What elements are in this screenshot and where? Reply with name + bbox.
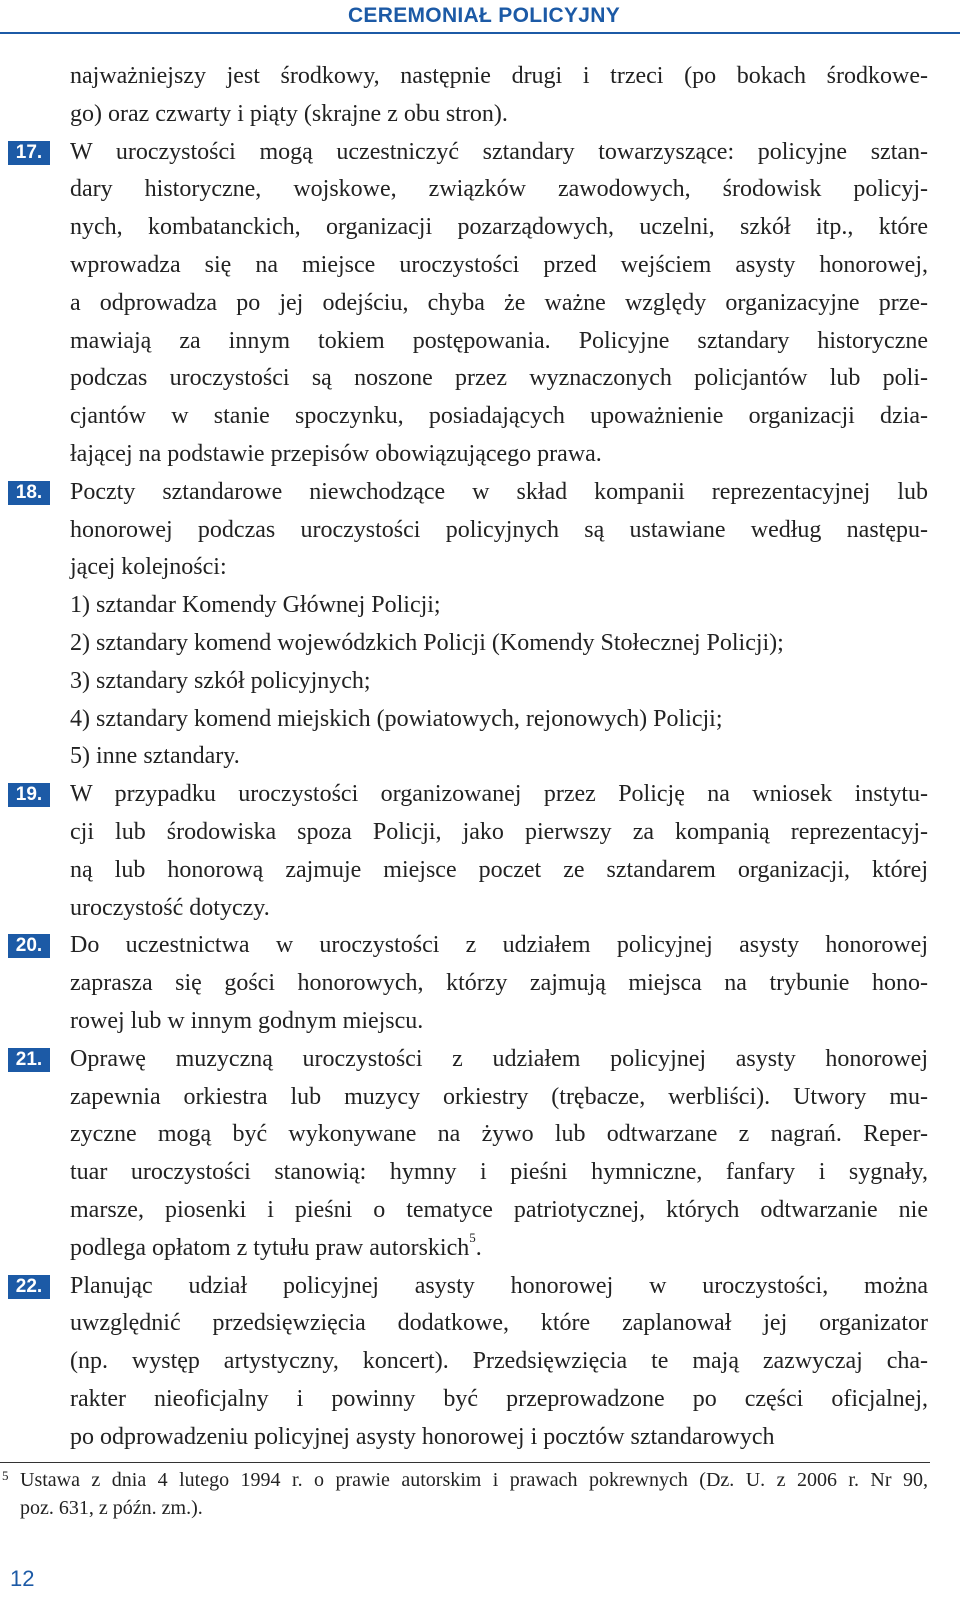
line-text: dary historyczne, wojskowe, związków zawodowych, środowisk policyj- (70, 176, 928, 203)
text-line (70, 436, 928, 474)
line-text: nych, kombatanckich, organizacji pozarządowych, uczelni, szkół itp., które (70, 214, 928, 241)
text-line (70, 360, 928, 398)
paragraph-number-badge: 20. (8, 934, 50, 958)
line-text: Do uczestnictwa w uroczystości z udziałem policyjnej asysty honorowej (70, 932, 928, 959)
line-text: najważniejszy jest środkowy, następnie drugi i trzeci (po bokach środkowe- (70, 63, 928, 89)
line-text: wprowadza się na miejsce uroczystości przed wejściem asysty honorowej, (70, 251, 928, 278)
line-text: rakter nieoficjalny i powinny być przeprowadzone po części oficjalnej, (70, 1385, 928, 1412)
paragraph (0, 776, 960, 927)
line-text: 1) sztandar Komendy Głównej Policji; (70, 592, 441, 619)
paragraph (0, 474, 960, 776)
text-line (70, 1116, 928, 1154)
text-line (70, 96, 928, 134)
text-line (70, 285, 928, 323)
text-line (70, 927, 928, 965)
paragraph (0, 1041, 960, 1268)
text-line (70, 1154, 928, 1192)
line-text: uwzględnić przedsięwzięcia dodatkowe, które zaplanował jej organizator (70, 1310, 928, 1337)
text-line (70, 890, 928, 928)
line-text: 5) inne sztandary. (70, 743, 240, 770)
page-number: 12 (10, 1566, 35, 1591)
text-line (70, 1419, 928, 1457)
text-line (70, 549, 928, 587)
footnote (0, 1466, 940, 1522)
line-text: zapewnia orkiestra lub muzycy orkiestry (trębacze, werbliści). Utwory mu- (70, 1083, 928, 1110)
paragraph (0, 134, 960, 474)
line-text: po odprowadzeniu policyjnej asysty honorowej i pocztów sztandarowych (70, 1423, 775, 1450)
text-line (70, 776, 928, 814)
list-item (70, 738, 928, 776)
line-text: rowej lub w innym godnym miejscu. (70, 1007, 424, 1034)
line-text: W uroczystości mogą uczestniczyć sztandary towarzyszące: policyjne sztan- (70, 138, 928, 165)
text-line (70, 1268, 928, 1306)
text-line (70, 1192, 928, 1230)
line-text: ną lub honorową zajmuje miejsce poczet ze sztandarem organizacji, której (70, 856, 928, 883)
line-text: 3) sztandary szkół policyjnych; (70, 667, 371, 694)
list-item (70, 663, 928, 701)
text-line (70, 247, 928, 285)
line-text: W przypadku uroczystości organizowanej przez Policję na wniosek instytu- (70, 781, 928, 808)
line-text: a odprowadza po jej odejściu, chyba że ważne względy organizacyjne prze- (70, 289, 928, 316)
line-text: Poczty sztandarowe niewchodzące w skład kompanii reprezentacyjnej lub (70, 478, 928, 505)
text-line (70, 1079, 928, 1117)
paragraph (0, 1268, 960, 1457)
list-item (70, 701, 928, 739)
line-text: (np. występ artystyczny, koncert). Przedsięwzięcia te mają zazwyczaj cha- (70, 1348, 928, 1375)
running-header-title: CEREMONIAŁ POLICYJNY (347, 4, 620, 27)
footnote-reference: 5 (469, 1229, 476, 1245)
line-text: mawiają za innym tokiem postępowania. Policyjne sztandary historyczne (70, 327, 928, 354)
line-text: łającej na podstawie przepisów obowiązującego prawa. (70, 440, 602, 467)
line-text: marsze, piosenki i pieśni o tematyce patriotycznej, których odtwarzanie nie (70, 1196, 928, 1223)
line-text: go) oraz czwarty i piąty (skrajne z obu stron). (70, 100, 508, 127)
paragraph-number-badge: 18. (8, 481, 50, 505)
line-text: podlega opłatom z tytułu praw autorskich (70, 1234, 470, 1261)
paragraph (0, 927, 960, 1040)
line-text-end: . (475, 1234, 482, 1261)
text-line (70, 1305, 928, 1343)
line-text: 2) sztandary komend wojewódzkich Policji (Komendy Stołecznej Policji); (70, 629, 784, 656)
list-item (70, 587, 928, 625)
text-line (70, 1003, 928, 1041)
line-text: 4) sztandary komend miejskich (powiatowych, rejonowych) Policji; (70, 705, 723, 732)
line-text: Planując udział policyjnej asysty honorowej w uroczystości, można (70, 1272, 928, 1299)
text-line (70, 852, 928, 890)
line-text: tuar uroczystości stanowią: hymny i pieśni hymniczne, fanfary i sygnały, (70, 1159, 928, 1186)
line-text: Oprawę muzyczną uroczystości z udziałem policyjnej asysty honorowej (70, 1045, 928, 1072)
line-text: zyczne mogą być wykonywane na żywo lub odtwarzane z nagrań. Reper- (70, 1121, 928, 1148)
paragraph-number-badge: 22. (8, 1275, 50, 1299)
line-text: cjantów w stanie spoczynku, posiadających upoważnienie organizacji dzia- (70, 403, 928, 430)
text-line (70, 1381, 928, 1419)
main-text (0, 58, 960, 1456)
text-line (70, 134, 928, 172)
text-line (70, 171, 928, 209)
text-line (70, 1343, 928, 1381)
line-text: uroczystość dotyczy. (70, 894, 270, 921)
header-rule (0, 32, 960, 34)
line-text: podczas uroczystości są noszone przez wyznaczonych policjantów lub poli- (70, 365, 928, 392)
footnote-line: poz. 631, z późn. zm.). (20, 1497, 203, 1519)
text-line (70, 474, 928, 512)
list-item (70, 625, 928, 663)
footnote-marker: 5 (2, 1468, 9, 1483)
text-line (70, 1230, 928, 1268)
text-line (70, 1041, 928, 1079)
paragraph-number-badge: 21. (8, 1048, 50, 1072)
text-line (70, 58, 928, 96)
line-text: cji lub środowiska spoza Policji, jako pierwszy za kompanią reprezentacyj- (70, 818, 928, 845)
paragraph-number-badge: 19. (8, 783, 50, 807)
text-line (70, 814, 928, 852)
text-line (70, 398, 928, 436)
line-text: jącej kolejności: (70, 554, 227, 581)
footnote-line: Ustawa z dnia 4 lutego 1994 r. o prawie autorskim i prawach pokrewnych (Dz. U. z 2006 r. Nr 90, (20, 1469, 928, 1491)
line-text: zaprasza się gości honorowych, którzy zajmują miejsca na trybunie hono- (70, 970, 928, 997)
text-line (70, 209, 928, 247)
line-text: honorowej podczas uroczystości policyjnych są ustawiane według następu- (70, 516, 928, 543)
footnote-separator (0, 1462, 930, 1463)
text-line (70, 965, 928, 1003)
page-header (0, 0, 960, 36)
paragraph-number-badge: 17. (8, 141, 50, 165)
text-line (70, 512, 928, 550)
paragraph (0, 58, 960, 134)
text-line (70, 323, 928, 361)
